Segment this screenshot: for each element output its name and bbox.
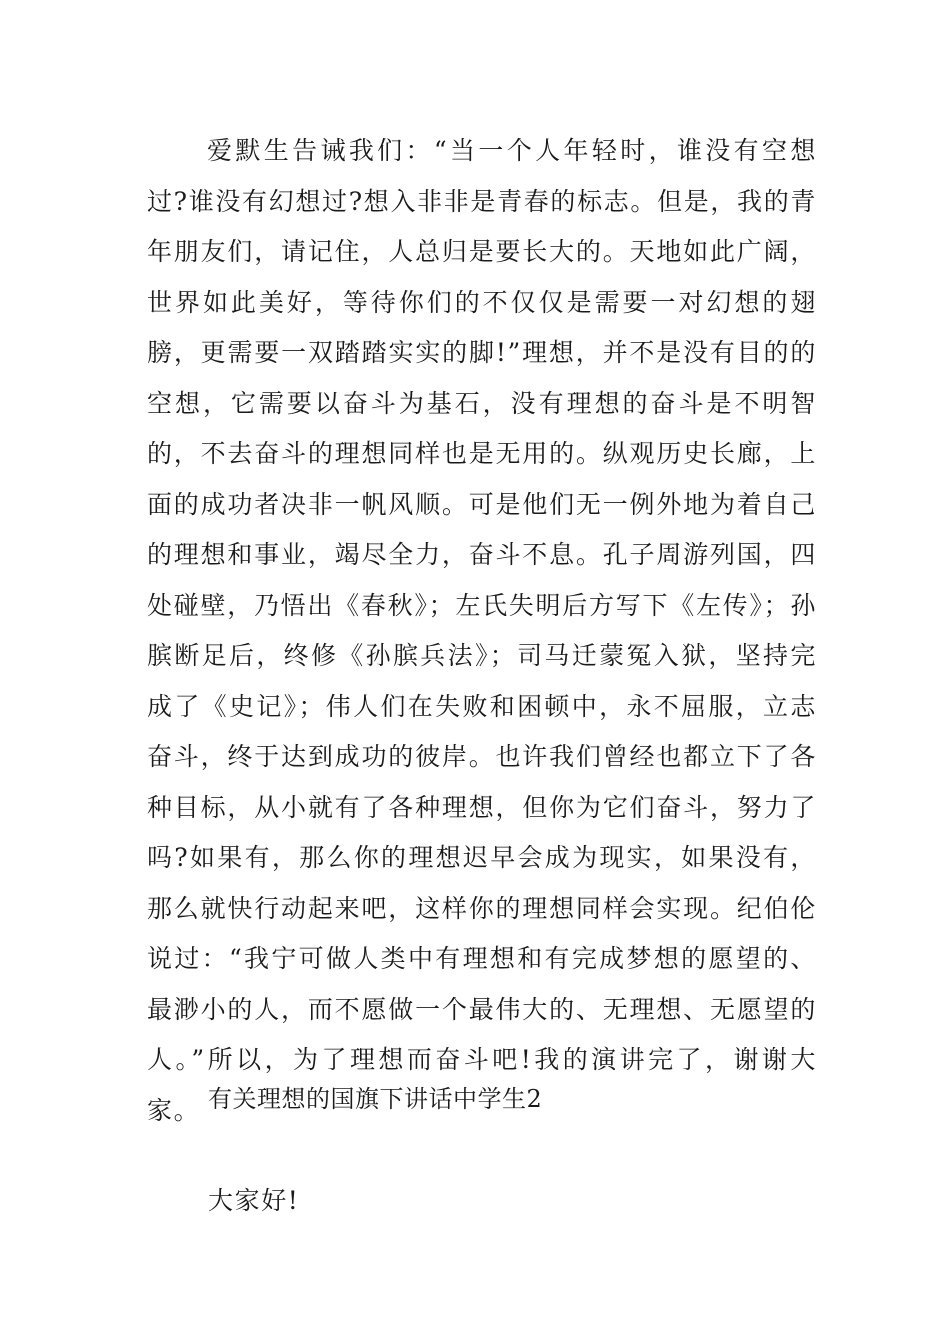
greeting-text: 大家好!	[208, 1186, 300, 1215]
speech-heading: 有关理想的国旗下讲话中学生2	[208, 1085, 543, 1113]
speech-paragraph: 爱默生告诫我们：“当一个人年轻时，谁没有空想过?谁没有幻想过?想入非非是青春的标志。但是，我的青年朋友们，请记住，人总归是要长大的。天地如此广阔，世界如此美好，等待你们的不仅仅是需要一对幻想的翅膀，更需要一双踏踏实实的脚!”理想，并不是没有目的的空想，它需要以奋斗为基石，没有理想的奋斗是不明智的，不去奋斗的理想同样也是无用的。纵观历史长廊，上面的成功者决非一帆风顺。可是他们无一例外地为着自己的理想和事业，竭尽全力，奋斗不息。孔子周游列国，四处碰壁，乃悟出《春秋》；左氏失明后方写下《左传》；孙膑断足后，终修《孙膑兵法》；司马迁蒙冤入狱，坚持完成了《史记》；伟人们在失败和困顿中，永不屈服，立志奋斗，终于达到成功的彼岸。也许我们曾经也都立下了各种目标，从小就有了各种理想，但你为它们奋斗，努力了吗?如果有，那么你的理想迟早会成为现实，如果没有，那么就快行动起来吧，这样你的理想同样会实现。纪伯伦说过：“我宁可做人类中有理想和有完成梦想的愿望的、最渺小的人，而不愿做一个最伟大的、无理想、无愿望的人。”所以，为了理想而奋斗吧!我的演讲完了，谢谢大家。	[147, 136, 817, 1125]
